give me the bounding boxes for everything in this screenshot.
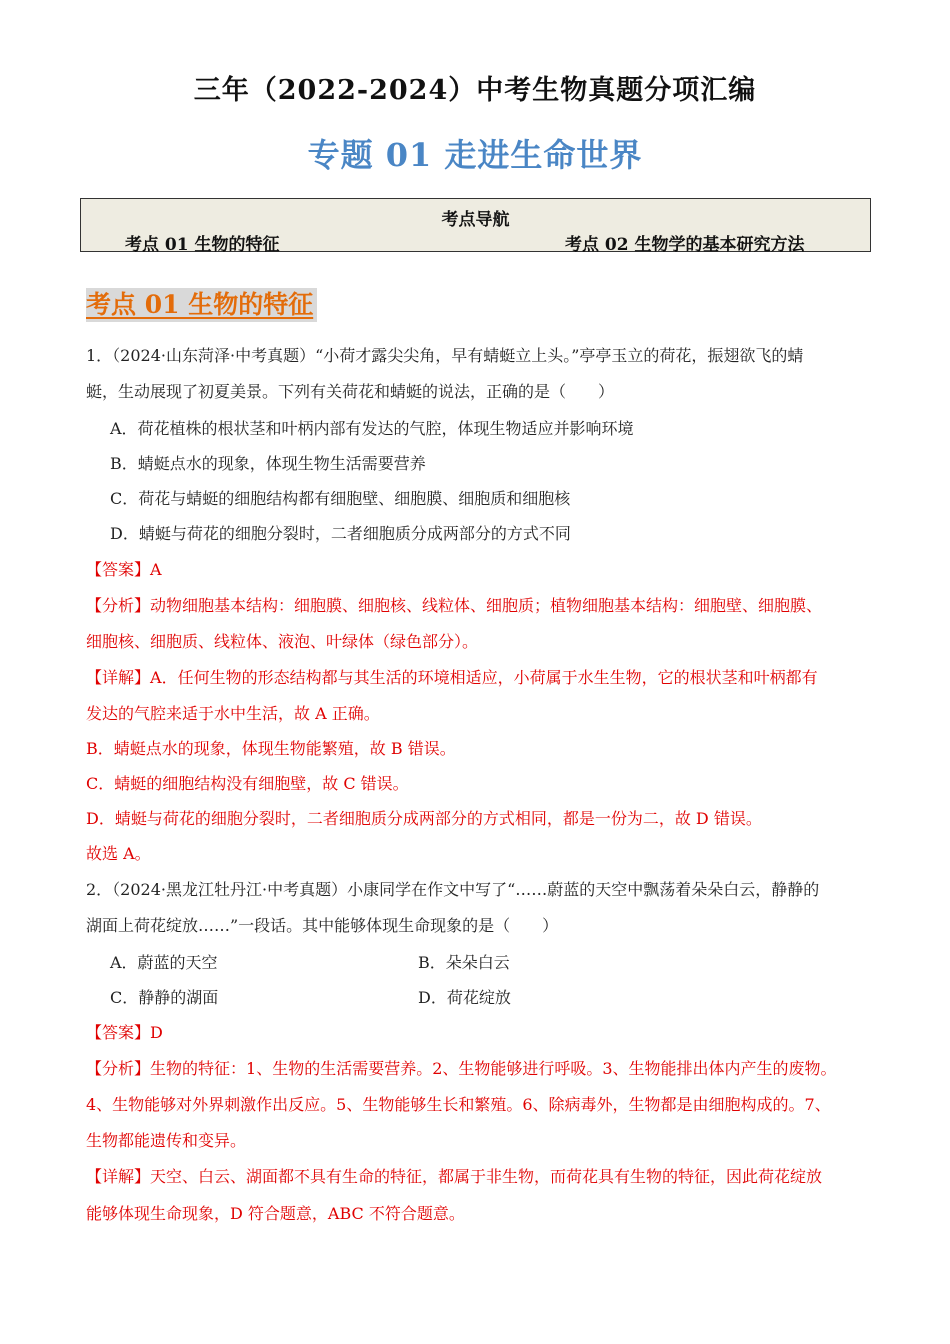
detail-text: A．任何生物的形态结构都与其生活的环境相适应，小荷属于水生生物，它的根状茎和叶柄都有 xyxy=(150,668,818,687)
q1-detail-line-1 xyxy=(86,667,818,689)
answer-value: A xyxy=(150,560,162,579)
q1-option-b: B．蜻蜓点水的现象，体现生物生活需要营养 xyxy=(110,454,426,473)
q2-stem-line-1: 2．（2024·黑龙江牡丹江·中考真题）小康同学在作文中写了“……蔚蓝的天空中飘荡着朵朵白云，静静的 xyxy=(86,880,820,899)
topic-title: 专题 01 走进生命世界 xyxy=(307,136,643,174)
topic-navigation-box xyxy=(80,198,871,255)
q2-option-d: D．荷花绽放 xyxy=(418,988,511,1007)
q1-option-d: D．蜻蜓与荷花的细胞分裂时，二者细胞质分成两部分的方式不同 xyxy=(110,524,571,543)
analysis-text: 动物细胞基本结构：细胞膜、细胞核、线粒体、细胞质；植物细胞基本结构：细胞壁、细胞膜、 xyxy=(150,596,823,615)
q2-option-a: A．蔚蓝的天空 xyxy=(110,953,218,972)
q1-detail-line-2: 发达的气腔来适于水中生活，故 A 正确。 xyxy=(86,704,380,723)
answer-tag: 【答案】 xyxy=(86,1023,151,1042)
q2-detail-line-2: 能够体现生命现象，D 符合题意，ABC 不符合题意。 xyxy=(86,1204,465,1223)
detail-text: 天空、白云、湖面都不具有生命的特征，都属于非生物，而荷花具有生物的特征，因此荷花绽放 xyxy=(150,1167,823,1186)
q1-detail-line-4: C．蜻蜓的细胞结构没有细胞壁，故 C 错误。 xyxy=(86,774,409,793)
q1-stem-line-2: 蜓，生动展现了初夏美景。下列有关荷花和蜻蜓的说法，正确的是（ ） xyxy=(86,382,615,401)
section-heading: 考点 01 生物的特征 xyxy=(86,288,317,322)
q1-stem-line-1: 1．（2024·山东菏泽·中考真题）“小荷才露尖尖角，早有蜻蜓立上头。”亭亭玉立的荷花，振翅欲飞的蜻 xyxy=(86,346,804,365)
q1-analysis-line-1 xyxy=(86,595,822,617)
analysis-tag: 【分析】 xyxy=(86,1059,151,1078)
q1-option-a: A．荷花植株的根状茎和叶柄内部有发达的气腔，体现生物适应并影响环境 xyxy=(110,419,634,438)
detail-tag: 【详解】 xyxy=(86,1167,151,1186)
q2-detail-line-1 xyxy=(86,1166,822,1188)
q1-analysis-line-2: 细胞核、细胞质、线粒体、液泡、叶绿体（绿色部分）。 xyxy=(86,632,479,651)
answer-value: D xyxy=(150,1023,163,1042)
q2-analysis-line-2: 4、生物能够对外界刺激作出反应。5、生物能够生长和繁殖。6、除病毒外，生物都是由细胞构成的。7、 xyxy=(86,1095,831,1114)
analysis-text: 生物的特征：1、生物的生活需要营养。2、生物能够进行呼吸。3、生物能排出体内产生的废物。 xyxy=(150,1059,837,1078)
q2-stem-line-2: 湖面上荷花绽放……”一段话。其中能够体现生命现象的是（ ） xyxy=(86,916,559,935)
nav-item-point-01[interactable]: 考点 01 生物的特征 xyxy=(125,235,280,255)
detail-tag: 【详解】 xyxy=(86,668,151,687)
answer-tag: 【答案】 xyxy=(86,560,151,579)
q2-analysis-line-1 xyxy=(86,1058,837,1080)
q1-detail-line-5: D．蜻蜓与荷花的细胞分裂时，二者细胞质分成两部分的方式相同，都是一份为二，故 D 错误。 xyxy=(86,809,762,828)
q1-option-c: C．荷花与蜻蜓的细胞结构都有细胞壁、细胞膜、细胞质和细胞核 xyxy=(110,489,571,508)
q2-option-c: C．静静的湖面 xyxy=(110,988,219,1007)
q1-detail-line-6: 故选 A。 xyxy=(86,844,151,863)
q1-detail-line-3: B．蜻蜓点水的现象，体现生物能繁殖，故 B 错误。 xyxy=(86,739,456,758)
q2-analysis-line-3: 生物都能遗传和变异。 xyxy=(86,1131,247,1150)
navigation-title: 考点导航 xyxy=(441,210,510,230)
nav-item-point-02[interactable]: 考点 02 生物学的基本研究方法 xyxy=(565,235,805,255)
q1-answer xyxy=(86,559,162,581)
q2-answer xyxy=(86,1022,163,1044)
page-title: 三年（2022-2024）中考生物真题分项汇编 xyxy=(193,75,757,106)
analysis-tag: 【分析】 xyxy=(86,596,151,615)
q2-option-b: B．朵朵白云 xyxy=(418,953,510,972)
